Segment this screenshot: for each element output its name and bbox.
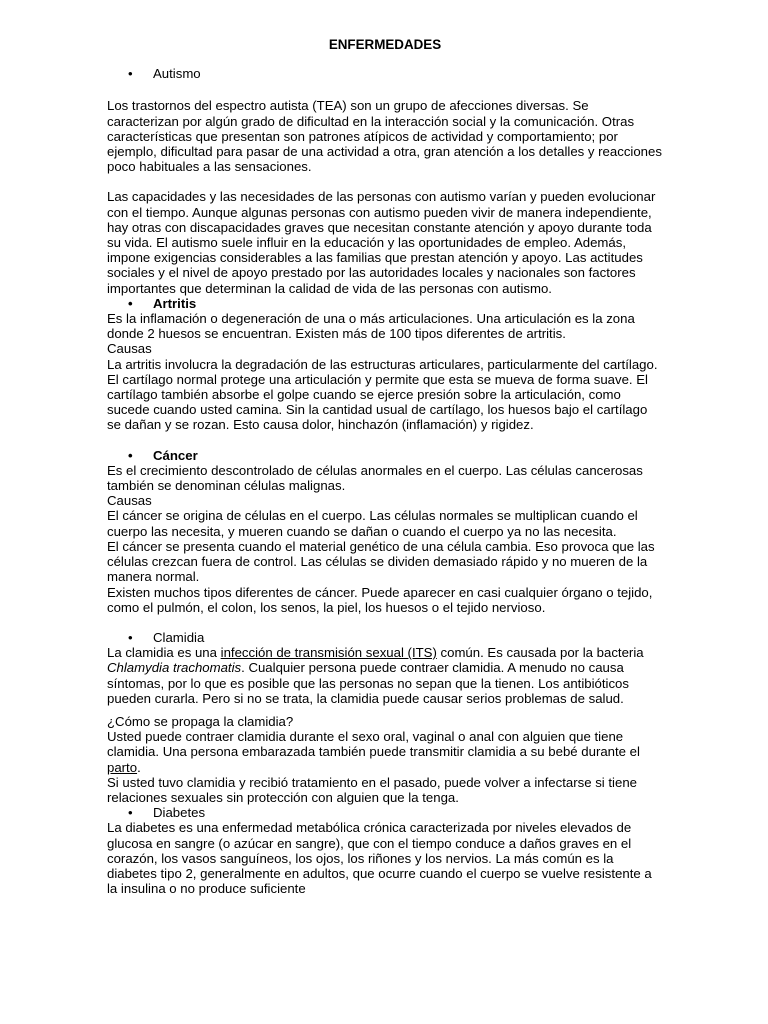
cancer-paragraph-3: El cáncer se presenta cuando el material genético de una célula cambia. Eso provoca que las células crezcan fuera de control. Las células se dividen demasiado rápido y no mueren de la manera normal. — [107, 538, 655, 585]
heading-autismo: • Autismo — [107, 66, 663, 81]
clamidia-p2-text-b: . — [137, 759, 141, 775]
autismo-paragraph-2: Las capacidades y las necesidades de las personas con autismo varían y pueden evolucionar con el tiempo. Aunque algunas personas con autismo pueden vivir de manera independiente, hay otras con discapacidades graves que necesitan constante atención y apoyo durante toda su vida. El autismo suele influir en la educación y las oportunidades de empleo. Además, impone exigencias considerables a las familias que prestan atención y apoyo. Las actitudes sociales y el nivel de apoyo prestado por las autoridades locales y nacionales son factores importantes que determinan la calidad de vida de las personas con autismo. — [107, 189, 656, 296]
clamidia-text-a: La clamidia es una — [107, 645, 221, 661]
artritis-paragraph-2: La artritis involucra la degradación de las estructuras articulares, particularmente del cartílago. El cartílago normal protege una articulación y permite que esta se mueva de forma suave. El cartílago también absorbe el golpe cuando se ejerce presión sobre la articulación, como sucede cuando usted camina. Sin la cantidad usual de cartílago, los huesos bajo el cartílago se dañan y se rozan. Esto causa dolor, hinchazón (inflamación) y rigidez. — [107, 356, 658, 433]
heading-artritis: • Artritis — [107, 296, 663, 311]
clamidia-p2-text-a: Usted puede contraer clamidia durante el sexo oral, vaginal o anal con alguien que tiene clamidia. Una persona embarazada también puede transmitir clamidia a su bebé durante el — [107, 729, 640, 760]
diabetes-paragraph-1: La diabetes es una enfermedad metabólica crónica caracterizada por niveles elevados de glucosa en sangre (o azúcar en sangre), que con el tiempo conduce a daños graves en el corazón, los vasos sanguíneos, los ojos, los riñones y los nervios. La más común es la diabetes tipo 2, generalmente en adultos, que ocurre cuando el cuerpo se vuelve resistente a la insulina o no produce suficiente — [107, 820, 652, 897]
clamidia-question: ¿Cómo se propaga la clamidia? — [107, 713, 294, 729]
cancer-paragraph-2: El cáncer se origina de células en el cuerpo. Las células normales se multiplican cuando el cuerpo las necesita, y mueren cuando se dañan o cuando el cuerpo ya no las necesita. — [107, 508, 638, 539]
its-link[interactable]: infección de transmisión sexual (ITS) — [220, 645, 437, 661]
autismo-paragraph-1: Los trastornos del espectro autista (TEA) son un grupo de afecciones diversas. Se caracterizan por algún grado de dificultad en la interacción social y la comunicación. Otras características que presentan son patrones atípicos de actividad y comportamiento; por ejemplo, dificultad para pasar de una actividad a otra, gran atención a los detalles y reacciones poco habituales a las sensaciones. — [107, 98, 662, 175]
cancer-causas-label: Causas — [107, 493, 152, 509]
document-body — [107, 37, 663, 896]
cancer-paragraph-1: Es el crecimiento descontrolado de células anormales en el cuerpo. Las células cancerosas también se denominan células malignas. — [107, 462, 643, 494]
clamidia-paragraph-2 — [107, 729, 663, 775]
bacteria-name: Chlamydia trachomatis — [107, 660, 242, 676]
clamidia-paragraph-1 — [107, 645, 663, 706]
heading-cancer: • Cáncer — [107, 448, 663, 463]
heading-diabetes: • Diabetes — [107, 805, 663, 820]
clamidia-text-c: . Cualquier persona puede contraer clamidia. A menudo no causa síntomas, por lo que es posible que las personas no sepan que la tienen. Los antibióticos pueden curarla. Pero si no se trata, la clamidia puede causar serios problemas de salud. — [107, 660, 629, 706]
artritis-causas-label: Causas — [107, 341, 152, 357]
document-title: ENFERMEDADES — [328, 37, 442, 52]
heading-clamidia: • Clamidia — [107, 630, 663, 645]
parto-link[interactable]: parto — [107, 759, 138, 775]
cancer-paragraph-4: Existen muchos tipos diferentes de cáncer. Puede aparecer en casi cualquier órgano o tejido, como el pulmón, el colon, los senos, la piel, los huesos o el tejido nervioso. — [107, 584, 653, 615]
clamidia-text-b: común. Es causada por la bacteria — [436, 645, 644, 661]
clamidia-paragraph-3: Si usted tuvo clamidia y recibió tratamiento en el pasado, puede volver a infectarse si tiene relaciones sexuales sin protección con alguien que la tenga. — [107, 774, 637, 805]
artritis-paragraph-1: Es la inflamación o degeneración de una o más articulaciones. Una articulación es la zona donde 2 huesos se encuentran. Existen más de 100 tipos diferentes de artritis. — [107, 311, 635, 342]
